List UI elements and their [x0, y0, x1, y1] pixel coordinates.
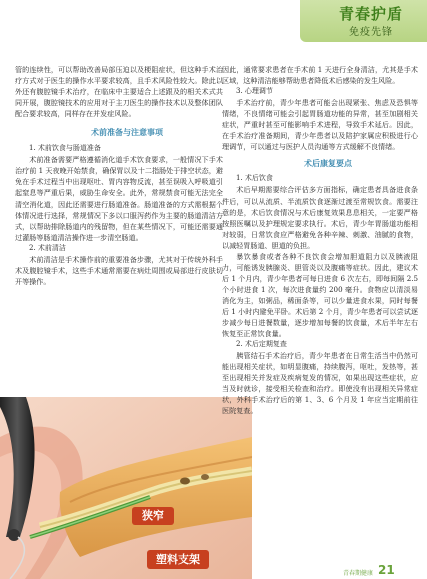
- subheading: 3. 心理调节: [236, 87, 273, 96]
- page-number: 21: [378, 563, 395, 577]
- pancreatic-duct-illustration: [0, 397, 252, 579]
- paragraph: 术前清洁是手术操作前的重要准备步骤，尤其对于传统外科手术及腹腔镜手术，这些手术通常需要在病灶周围或局部进行皮肤切开等操作。: [15, 254, 223, 286]
- paragraph: 管的连续性，可以帮助改善局部压迫以及梗阻症状，但这种手术治疗方式对于医生的操作水平要求较高，且手术风险性较大。除此以外还有腹腔镜手术治疗，在临床中主要适合上述跟及的相关术式共同开展，腹腔镜技术的应用对于主刀医生的操作技术以及整体团队配合要求较高，同样存在并发症风险。: [15, 65, 223, 119]
- section-heading: 术前准备与注意事项: [91, 128, 163, 138]
- right-column: [222, 64, 418, 416]
- column-title: 青春护盾: [338, 5, 403, 23]
- paragraph: 胰管结石手术治疗后，青少年患者在日常生活当中仍然可能出现相关症状，如明显腹痛，持续腹泻，呕吐，发热等，甚至出现相关并发症及疾病复发的情况，如果出现这些症状，应当及时就诊，接受相关检查和治疗。即使没有出现相关异常症状，外科手术治疗后的第 1、3、6 个月及 1 年应当定期前往医院复查。: [222, 351, 418, 416]
- left-column: [15, 64, 223, 287]
- subheading: 1. 术前饮食与肠道准备: [29, 144, 101, 153]
- paragraph: 术前准备需要严格遵循消化道手术饮食要求，一般情况下手术治疗前 1 天夜晚开始禁食，确保胃以及十二指肠处于排空状态，避免在手术过程当中出现呕吐、胃内容物反流，甚至误吸入呼吸道引起窒息等严重后果，威胁生命安全。此外，常规禁食可能无法完全清空消化道，因此还需要进行肠道准备。肠道准备的方式需根据个体情况进行选择，常规情况下多以口服泻药作为主要的肠道清洁方式，以帮助排除肠道内的残留物，但在某些情况下，可能还需要通过灌肠等肠道清洁操作进一步清空肠道。: [15, 155, 223, 242]
- footer-column-tag: 青春期健康: [343, 570, 374, 577]
- paragraph: 手术治疗前，青少年患者可能会出现紧张、焦虑及恐惧等情绪，不良情绪可能会引起胃肠道功能的异常，甚至加剧相关症状，严重时甚至可能影响手术进程，导致手术延后。因此，在手术治疗准备期间，青少年患者以及陪护家属应积极进行心理调节，可以通过与医护人员沟通等方式缓解不良情绪。: [222, 98, 418, 152]
- paragraph: 术后早期需要综合评估多方面指标，确定患者具备进食条件后，可以从流质、半流质饮食逐渐过渡至常规饮食。需要注意的是，术后饮食情况与术后康复效果息息相关，一定要严格按照医嘱以及护理规定要求执行。术后，青少年胃肠道功能相对较弱，日常饮食应严格避免各种辛辣、刺激、油腻的食物，以减轻胃肠道、胆道的负担。: [222, 185, 418, 250]
- column-subtitle: 免疫先锋: [349, 27, 393, 38]
- stricture-label: 狭窄: [132, 507, 174, 525]
- subheading: 2. 术后定期复查: [236, 340, 287, 349]
- plastic-stent-label: 塑料支架: [147, 550, 209, 569]
- paragraph: 因此，通常要求患者在手术前 1 天进行全身清洁，尤其是手术区域，这种清洁能够帮助患者降低术后感染的发生风险。: [222, 65, 418, 86]
- subheading: 2. 术前清洁: [29, 243, 66, 252]
- paragraph: 暴饮暴食或者各种不良饮食会增加胆道阻力以及胰液阻力，可能诱发胰腺炎、胆管炎以及腹痛等症状。因此，建议术后 1 个月内，青少年患者可每日进食 6 次左右，即每间隔 2.5 个小时进食 1 次，每次进食量约 200 毫升。食物应以清淡易消化为主，如粥品，稀面条等，可以少量进食水果，同时每餐后 1 小时内避免平卧。术后第 2 个月，青少年患者可以尝试逐步减少每日进餐数量，逐步增加每餐的饮食量，术后半年左右恢复至正常饮食量。: [222, 251, 418, 339]
- subheading: 1. 术后饮食: [236, 174, 273, 183]
- section-heading: 术后康复要点: [304, 159, 352, 169]
